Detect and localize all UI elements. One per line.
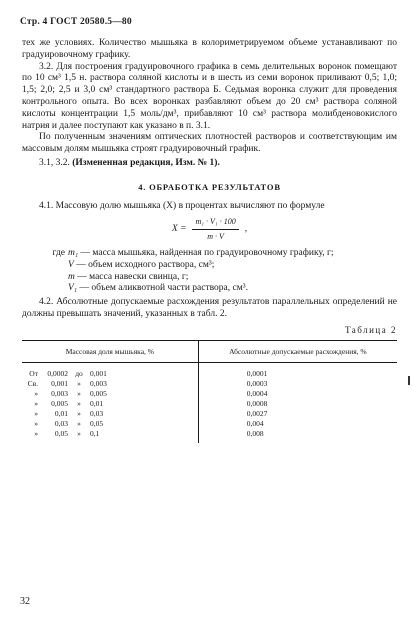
tolerance-value: 0,004 [246,419,264,429]
tolerance-cell [198,389,397,399]
amendment-note [22,158,397,170]
where-text [68,248,397,260]
range-high: 0,05 [90,419,104,429]
range-prefix: » [34,419,38,429]
tolerance-value: 0,0001 [246,369,268,379]
table-row [22,419,397,429]
range-cell [22,399,198,409]
where-row [22,248,397,260]
range-sep: » [77,429,81,439]
paragraph-graph: По полученным значениям оптических плотностей растворов и соответствующим им массовым долям мышьяка строят градуировочный график. [22,132,397,155]
range-prefix: Св. [27,379,38,389]
where-text [68,272,397,284]
page-header: Стр. 4 ГОСТ 20580.5—80 [20,17,132,27]
where-desc: — масса мышьяка, найденная по градуировочному графику, г; [78,247,334,258]
range-prefix: » [34,409,38,419]
range-high: 0,003 [90,379,107,389]
where-desc: — масса навески свинца, г; [74,271,189,282]
range-low: 0,01 [54,409,68,419]
tolerance-value: 0,0004 [246,389,268,399]
tolerance-value: 0,008 [246,429,264,439]
tolerance-cell [198,429,397,443]
paragraph-4-2: 4.2. Абсолютные допускаемые расхождения результатов параллельных определений не должны превышать значений, указанных в табл. 2. [22,297,397,319]
where-label: где [52,247,65,258]
range-low: 0,0002 [47,369,68,379]
range-prefix: » [34,389,38,399]
tolerance-cell [198,399,397,409]
formula [22,216,397,243]
paragraph-continuation: тех же условиях. Количество мышьяка в колориметрируемом объеме устанавливают по градуировочному графику. [22,38,397,60]
range-sep: » [77,419,81,429]
where-row [22,283,397,295]
range-high: 0,01 [90,399,104,409]
paragraph-4-1: 4.1. Массовую долю мышьяка (X) в процентах вычисляют по формуле [39,200,325,211]
table-row [22,389,397,399]
range-sep: » [77,389,81,399]
range-cell [22,379,198,389]
table-row [22,363,397,380]
range-cell [22,363,198,380]
range-sep: » [77,409,81,419]
document-body [22,38,397,443]
where-text [68,283,397,295]
table-row [22,379,397,389]
tolerance-value: 0,0008 [246,399,268,409]
margin-mark [408,376,410,385]
range-cell [22,409,198,419]
range-high: 0,1 [90,429,100,439]
amendment-bold: (Измененная редакция, Изм. № 1). [72,157,220,168]
where-label [22,260,68,272]
table-caption: Таблица 2 [345,324,397,335]
range-cell [22,389,198,399]
where-desc: — объем аликвотной части раствора, см³. [77,283,248,294]
where-symbol: m₁ [68,247,79,258]
tolerance-value: 0,0003 [246,379,268,389]
range-high: 0,03 [90,409,104,419]
formula-numerator: m₁ · V₁ · 100 [192,216,238,230]
where-symbol: m [68,271,75,282]
range-sep: » [77,399,81,409]
range-cell [22,429,198,443]
amendment-prefix: 3.1, 3.2. [39,157,73,168]
table-row [22,399,397,409]
where-symbol: V [68,259,74,270]
formula-trail: , [244,223,248,234]
range-high: 0,005 [90,389,107,399]
where-list [22,248,397,295]
tolerance-cell [198,379,397,389]
formula-fraction [192,216,238,243]
range-high: 0,001 [90,369,107,379]
range-prefix: От [29,369,38,379]
column-header-tolerance: Абсолютные допускаемые расхождения, % [198,340,397,363]
tolerance-cell [198,409,397,419]
range-prefix: » [34,429,38,439]
tolerance-value: 0,0027 [246,409,268,419]
range-sep: до [75,369,83,379]
range-low: 0,001 [51,379,68,389]
table-header-row [22,340,397,363]
where-label [22,272,68,284]
where-label [22,283,68,295]
where-desc: — объем исходного раствора, см³; [73,259,215,270]
section-title: 4. ОБРАБОТКА РЕЗУЛЬТАТОВ [138,181,281,192]
data-table [22,340,397,444]
range-low: 0,005 [51,399,68,409]
where-row [22,260,397,272]
column-header-mass-fraction: Массовая доля мышьяка, % [22,340,198,363]
range-cell [22,419,198,429]
table-row [22,429,397,443]
page-number: 32 [20,596,30,607]
formula-denominator: m · V [207,232,224,242]
tolerance-cell [198,363,397,380]
where-row [22,272,397,284]
table-row [22,409,397,419]
range-low: 0,05 [54,429,68,439]
tolerance-cell [198,419,397,429]
paragraph-3-2: 3.2. Для построения градуировочного графика в семь делительных воронок помещают по 10 см³ 1,5 н. раствора соляной кислоты и в шесть из семи воронок приливают 0,5; 1,0; 1,5; 2,0; 2,5 и 3,0 см³ стандартного раствора Б. Седьмая воронка служит для проведения контрольного опыта. Во всех воронках разбавляют объем до 20 см³ раствора соляной кислоты концентрации 1,5 моль/дм³, прибавляют 10 см³ раствора молибденовокислого натрия и далее поступают как указано в п. 3.1. [22,61,397,131]
formula-lhs: X = [171,223,187,234]
range-prefix: » [34,399,38,409]
where-symbol: V₁ [68,283,78,294]
range-low: 0,003 [51,389,68,399]
range-low: 0,03 [54,419,68,429]
where-text [68,260,397,272]
range-sep: » [77,379,81,389]
